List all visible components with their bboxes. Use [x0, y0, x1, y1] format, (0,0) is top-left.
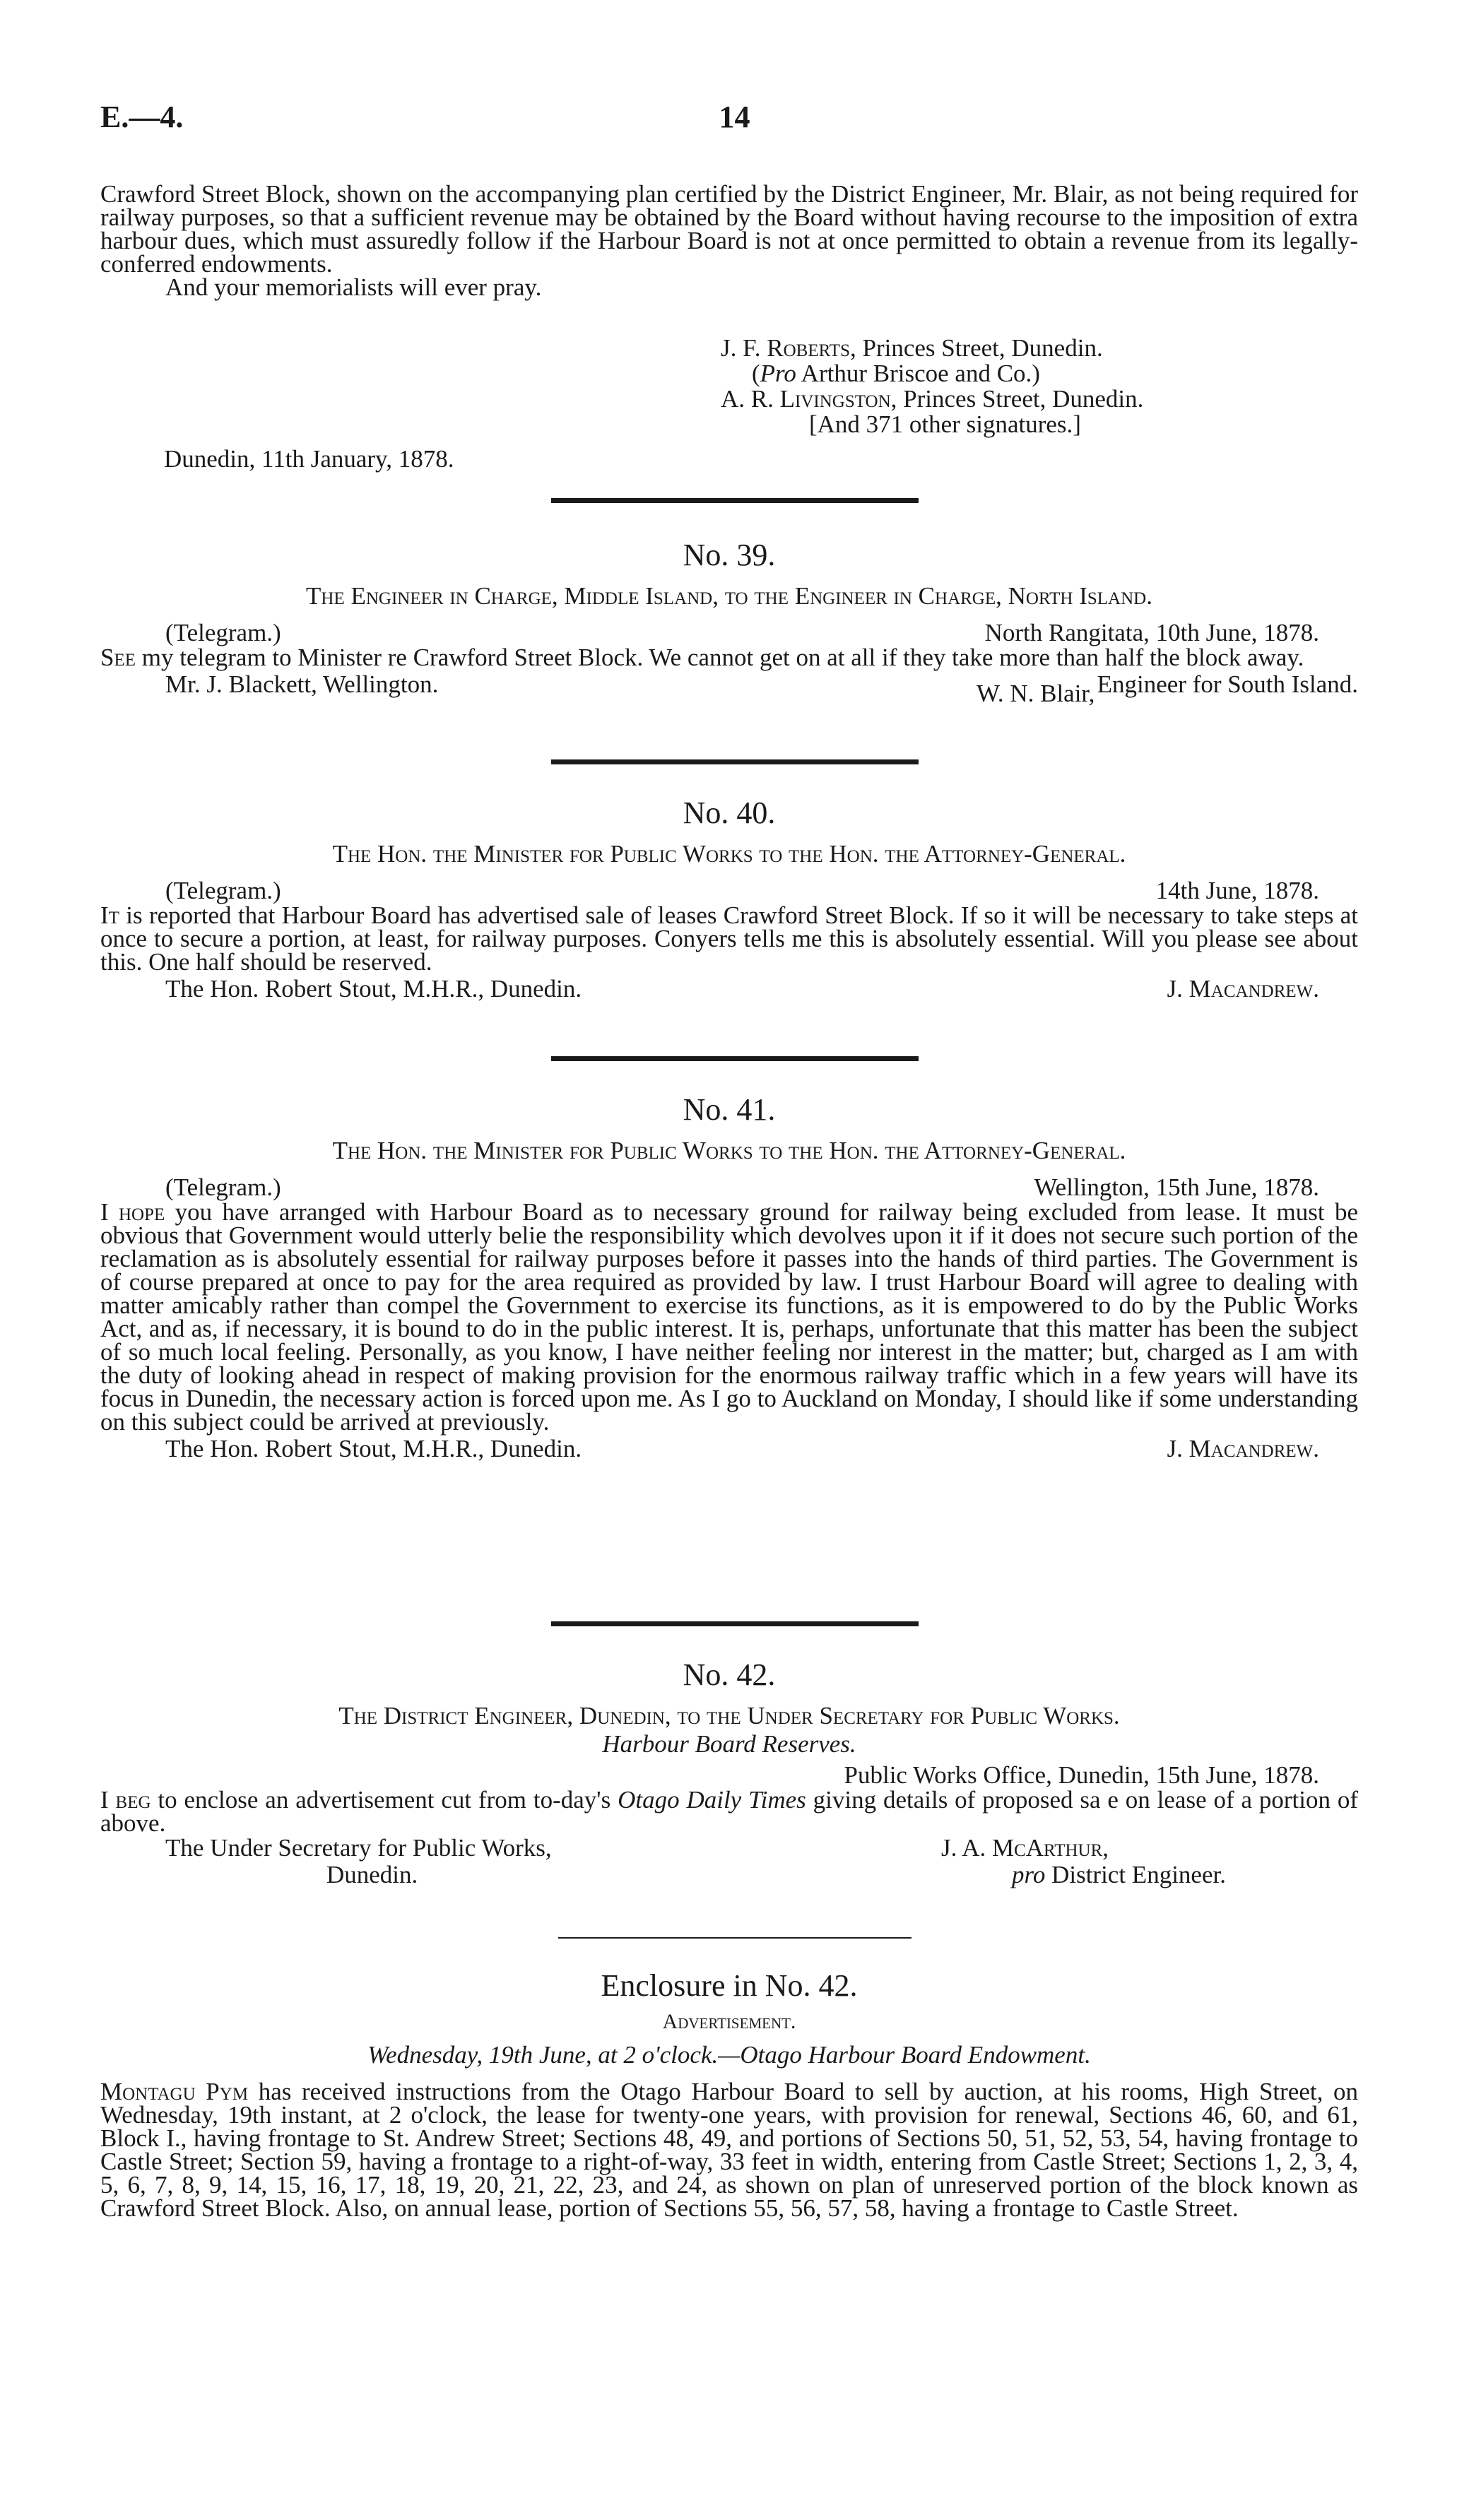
letter-meta	[100, 1763, 1358, 1788]
memorial-closing: And your memorialists will ever pray.	[165, 273, 542, 301]
letter-addressee: The Hon. Robert Stout, M.H.R., Dunedin.	[165, 975, 582, 1002]
letter-body: I hope you have arranged with Harbour Board as to necessary ground for railway being excluded from lease. It must be obvious that Government would utterly belie the responsibility which devolves upon it if it does not secure such portion of the reclamation as is absolutely essential for railway purposes before it passes into the hands of third parties. The Government is of course prepared at once to pay for the area required as provided by law. I trust Harbour Board will agree to dealing with matter amicably rather than compel the Government to exercise its functions, as it is empowered to do by the Public Works Act, and as, if necessary, it is bound to do in the public interest. It is, perhaps, unfortunate that this matter has been the subject of so much local feeling. Personally, as you know, I have neither feeling nor interest in the matter; but, charged as I am with the duty of looking ahead in respect of making provision for the enormous railway traffic which in a few years will have its focus in Dunedin, the necessary action is forced upon me. As I go to Auckland on Monday, I should like if some understanding on this subject could be arrived at previously.	[100, 1198, 1358, 1436]
letter-from-to: The District Engineer, Dunedin, to the Under Secretary for Public Works.	[338, 1702, 1120, 1729]
letter-from-to: The Engineer in Charge, Middle Island, to the Engineer in Charge, North Island.	[306, 582, 1152, 610]
place-date: Wellington, 15th June, 1878.	[1034, 1173, 1319, 1201]
letter-signer-role: Engineer for South Island.	[1097, 670, 1358, 698]
letter-signer-role: pro District Engineer.	[1012, 1861, 1226, 1888]
advertisement-headline: Wednesday, 19th June, at 2 o'clock.—Otago Harbour Board Endowment.	[367, 2041, 1091, 2069]
letter-footer	[100, 976, 1358, 1002]
memorial-paragraph: Crawford Street Block, shown on the accompanying plan certified by the District Engineer, Mr. Blair, as not being required for railway purposes, so that a sufficient revenue may be obtained by the Board without having recourse to the imposition of extra harbour dues, which must assuredly follow if the Harbour Board is not at once permitted to obtain a revenue from its legally-conferred endowments.	[100, 180, 1358, 278]
letter-meta	[100, 620, 1358, 646]
letter-footer	[100, 1835, 1358, 1891]
telegram-label: (Telegram.)	[165, 619, 281, 646]
signature-livingston: A. R. Livingston, Princes Street, Dunedin.	[721, 385, 1144, 413]
enclosure-subtitle: Advertisement.	[662, 2010, 796, 2033]
signature-briscoe: (Pro Arthur Briscoe and Co.)	[752, 360, 1040, 387]
letter-meta	[100, 878, 1358, 904]
divider-rule	[0, 1056, 1469, 1061]
letter-addressee-city: Dunedin.	[326, 1861, 418, 1888]
letter-addressee: The Under Secretary for Public Works,	[165, 1834, 552, 1862]
memorial-signatures	[721, 336, 1143, 437]
letter-footer	[100, 672, 1358, 697]
letter-body: I beg to enclose an advertisement cut from to-day's Otago Daily Times giving details of proposed sa e on lease of a portion of above.	[100, 1786, 1359, 1837]
place-date: Public Works Office, Dunedin, 15th June, 1878.	[844, 1761, 1319, 1789]
letter-body: See my telegram to Minister re Crawford Street Block. We cannot get on at all if they take more than half the block away.	[100, 644, 1304, 671]
letter-meta	[100, 1175, 1358, 1200]
divider-thin	[0, 1937, 1469, 1939]
divider-rule	[0, 1621, 1469, 1626]
letter-signer: J. A. McArthur,	[941, 1834, 1109, 1862]
letter-title: No. 39.	[683, 538, 776, 572]
letter-date: 14th June, 1878.	[1155, 877, 1319, 904]
letter-footer	[100, 1436, 1358, 1462]
page-header	[0, 99, 1469, 141]
letter-no41	[100, 1092, 1358, 1462]
signature-roberts: J. F. Roberts, Princes Street, Dunedin.	[721, 334, 1103, 362]
letter-signer: J. Macandrew.	[1167, 1435, 1319, 1462]
place-date: North Rangitata, 10th June, 1878.	[984, 619, 1319, 646]
telegram-label: (Telegram.)	[165, 1173, 281, 1201]
letter-subject: Harbour Board Reserves.	[602, 1730, 856, 1758]
letter-no39	[100, 537, 1358, 707]
enclosure-section	[100, 1968, 1358, 2220]
divider-rule	[0, 498, 1469, 503]
letter-title: No. 40.	[683, 795, 776, 830]
letter-title: No. 42.	[683, 1657, 776, 1692]
letter-signer: W. N. Blair,	[977, 680, 1095, 707]
signature-others: [And 371 other signatures.]	[809, 410, 1081, 438]
letter-body: It is reported that Harbour Board has advertised sale of leases Crawford Street Block. If so it will be necessary to take steps at once to secure a portion, at least, for railway purposes. Conyers tells me this is absolutely essential. Will you please see about this. One half should be reserved.	[100, 901, 1358, 976]
letter-addressee: Mr. J. Blackett, Wellington.	[165, 670, 439, 698]
document-reference: E.—4.	[100, 100, 184, 134]
advertisement-body: Montagu Pym has received instructions from the Otago Harbour Board to sell by auction, at his rooms, High Street, on Wednesday, 19th instant, at 2 o'clock, the lease for twenty-one years, with provision for renewal, Sections 46, 60, and 61, Block I., having frontage to St. Andrew Street; Sections 48, 49, and portions of Sections 50, 51, 52, 53, 54, having frontage to Castle Street; Section 59, having a frontage to a right-of-way, 33 feet in width, entering from Castle Street; Sections 1, 2, 3, 4, 5, 6, 7, 8, 9, 14, 15, 16, 17, 18, 19, 20, 21, 22, 23, and 24, as shown on plan of unreserved portion of the block known as Crawford Street Block. Also, on annual lease, portion of Sections 55, 56, 57, 58, having a frontage to Castle Street.	[100, 2078, 1358, 2222]
page-number: 14	[719, 100, 750, 134]
telegram-label: (Telegram.)	[165, 877, 281, 904]
divider-rule	[0, 759, 1469, 764]
letter-no42	[100, 1657, 1358, 1891]
memorial-section	[100, 182, 1358, 299]
letter-no40	[100, 795, 1358, 1002]
enclosure-title: Enclosure in No. 42.	[601, 1968, 858, 2003]
letter-title: No. 41.	[683, 1092, 776, 1127]
memorial-date: Dunedin, 11th January, 1878.	[164, 445, 454, 473]
letter-addressee: The Hon. Robert Stout, M.H.R., Dunedin.	[165, 1435, 582, 1462]
letter-signer: J. Macandrew.	[1167, 975, 1319, 1002]
letter-from-to: The Hon. the Minister for Public Works to the Hon. the Attorney-General.	[332, 840, 1126, 868]
letter-from-to: The Hon. the Minister for Public Works to the Hon. the Attorney-General.	[332, 1137, 1126, 1164]
